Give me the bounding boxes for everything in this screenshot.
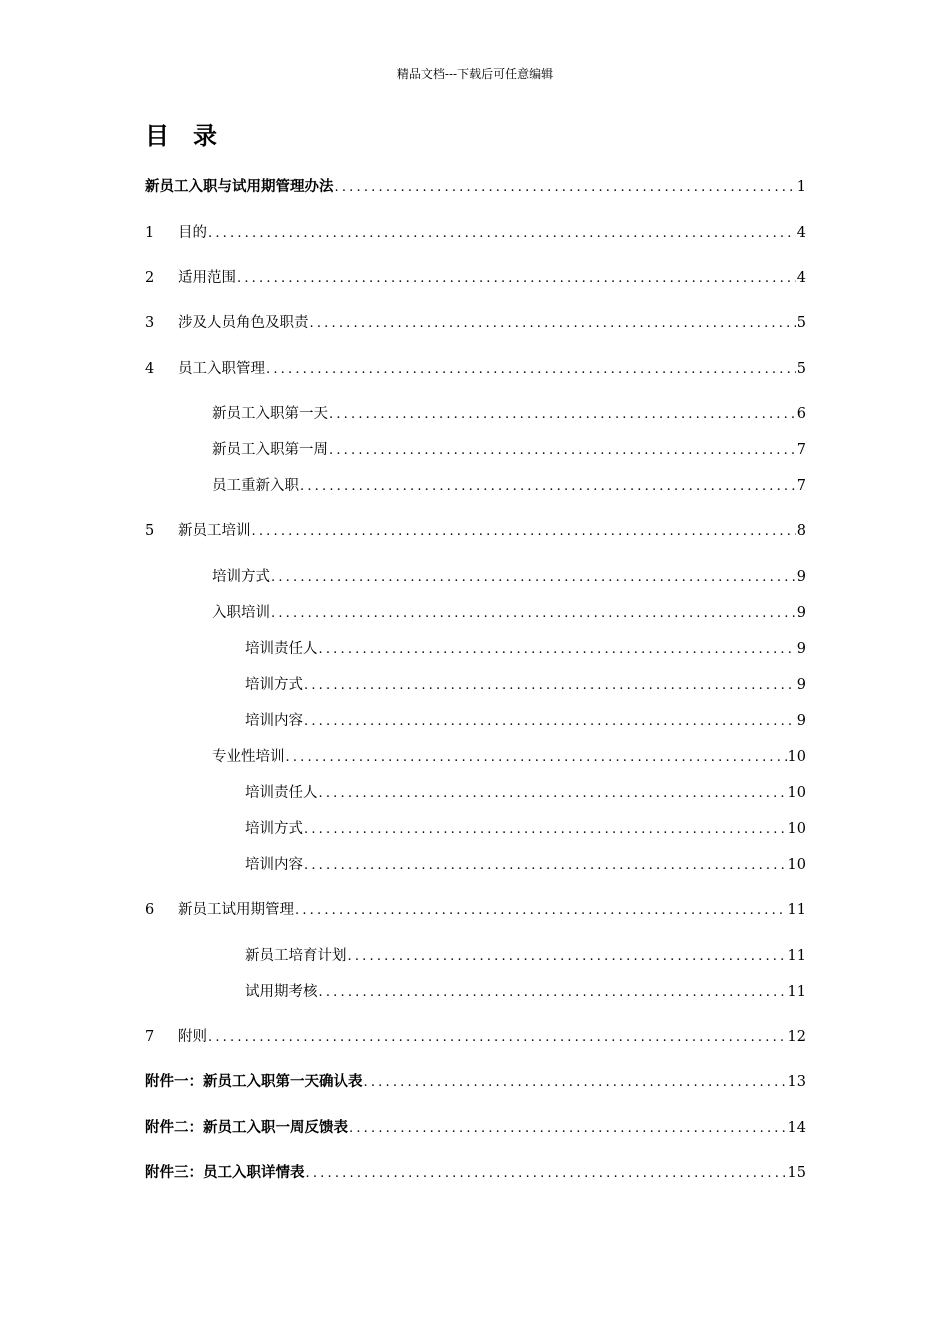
toc-entry[interactable]: [212, 439, 806, 461]
toc-leader-dots: [303, 819, 787, 841]
toc-page-number: 9: [796, 605, 806, 621]
toc-entry[interactable]: [145, 1071, 806, 1093]
toc-page-number: 8: [796, 523, 806, 539]
toc-page-number: 10: [787, 749, 806, 765]
toc-page-number: 5: [796, 315, 806, 331]
toc-page-number: 5: [796, 361, 806, 377]
toc-leader-dots: [236, 268, 796, 290]
toc-entry-number: 1: [145, 225, 155, 241]
toc-leader-dots: [299, 476, 796, 498]
toc-entry-title: 试用期考核: [245, 984, 318, 1000]
toc-page-number: 9: [796, 713, 806, 729]
toc-entry-number: 5: [145, 523, 155, 539]
toc-entry-title: 员工重新入职: [212, 478, 299, 494]
toc-leader-dots: [270, 603, 796, 625]
toc-page-number: 10: [787, 857, 806, 873]
toc-title: 目 录: [145, 121, 217, 150]
toc-leader-dots: [347, 946, 787, 968]
toc-entry[interactable]: [245, 782, 806, 804]
toc-entry[interactable]: [245, 674, 806, 696]
toc-leader-dots: [334, 177, 796, 199]
toc-entry-title: 新员工入职与试用期管理办法: [145, 178, 334, 195]
toc-entry-number: 4: [145, 361, 155, 377]
toc-leader-dots: [207, 1027, 787, 1049]
toc-entry-title: 附件一：新员工入职第一天确认表: [145, 1073, 363, 1090]
toc-entry[interactable]: [245, 818, 806, 840]
toc-page-number: 10: [787, 821, 806, 837]
toc-entry[interactable]: [212, 403, 806, 425]
toc-leader-dots: [328, 404, 796, 426]
toc-page-number: 4: [796, 225, 806, 241]
toc-leader-dots: [305, 1163, 787, 1185]
toc-leader-dots: [251, 521, 796, 543]
toc-entry[interactable]: [145, 267, 806, 289]
toc-entry[interactable]: [145, 1117, 806, 1139]
toc-entry[interactable]: [145, 1026, 806, 1048]
toc-entry[interactable]: [145, 1162, 806, 1184]
toc-entry-title: 涉及人员角色及职责: [178, 315, 309, 331]
toc-entry-title: 附件三：员工入职详情表: [145, 1164, 305, 1181]
toc-entry-title: 培训方式: [245, 821, 303, 837]
toc-leader-dots: [303, 855, 787, 877]
toc-page-number: 13: [787, 1074, 806, 1090]
toc-entry-title: 新员工培训: [178, 523, 251, 539]
toc-page-number: 10: [787, 785, 806, 801]
toc-entry-title: 新员工入职第一天: [212, 406, 328, 422]
toc-entry[interactable]: [245, 981, 806, 1003]
toc-entry-title: 新员工试用期管理: [178, 902, 294, 918]
toc-leader-dots: [207, 223, 796, 245]
toc-entry-title: 附则: [178, 1029, 207, 1045]
toc-entry[interactable]: [145, 358, 806, 380]
toc-entry-title: 培训内容: [245, 713, 303, 729]
toc-entry-number: 6: [145, 902, 155, 918]
toc-page-number: 11: [787, 984, 806, 1000]
toc-leader-dots: [318, 783, 787, 805]
toc-leader-dots: [303, 711, 796, 733]
toc-leader-dots: [348, 1118, 787, 1140]
toc-entry-title: 培训责任人: [245, 641, 318, 657]
toc-entry[interactable]: [145, 312, 806, 334]
toc-page-number: 7: [796, 478, 806, 494]
toc-entry-title: 专业性培训: [212, 749, 285, 765]
toc-page-number: 11: [787, 948, 806, 964]
toc-entry-title: 新员工入职第一周: [212, 442, 328, 458]
toc-leader-dots: [294, 900, 787, 922]
toc-page-number: 1: [796, 179, 806, 195]
toc-entry[interactable]: [245, 710, 806, 732]
toc-entry-number: 2: [145, 270, 155, 286]
toc-entry-title: 附件二：新员工入职一周反馈表: [145, 1119, 348, 1136]
toc-entry-title: 目的: [178, 225, 207, 241]
toc-entry-title: 培训方式: [245, 677, 303, 693]
toc-leader-dots: [270, 567, 796, 589]
toc-page-number: 15: [787, 1165, 806, 1181]
toc-entry-title: 适用范围: [178, 270, 236, 286]
toc-entry[interactable]: [145, 520, 806, 542]
toc-entry-title: 培训责任人: [245, 785, 318, 801]
toc-leader-dots: [328, 440, 796, 462]
toc-entry[interactable]: [212, 602, 806, 624]
toc-entry-title: 员工入职管理: [178, 361, 265, 377]
toc-entry-title: 新员工培育计划: [245, 948, 347, 964]
page-header: 精品文档---下载后可任意编辑: [396, 67, 554, 81]
toc-leader-dots: [265, 359, 796, 381]
toc-page-number: 12: [787, 1029, 806, 1045]
toc-entry[interactable]: [245, 945, 806, 967]
toc-entry[interactable]: [212, 746, 806, 768]
toc-leader-dots: [303, 675, 796, 697]
toc-entry[interactable]: [145, 899, 806, 921]
toc-page-number: 6: [796, 406, 806, 422]
toc-entry-title: 培训内容: [245, 857, 303, 873]
toc-page-number: 4: [796, 270, 806, 286]
toc-leader-dots: [363, 1072, 787, 1094]
toc-leader-dots: [318, 982, 787, 1004]
toc-entry[interactable]: [245, 854, 806, 876]
toc-entry-title: 入职培训: [212, 605, 270, 621]
toc-page-number: 9: [796, 641, 806, 657]
toc-page-number: 11: [787, 902, 806, 918]
toc-entry-title: 培训方式: [212, 569, 270, 585]
toc-page-number: 14: [787, 1120, 806, 1136]
toc-entry[interactable]: [145, 176, 806, 198]
toc-entry[interactable]: [245, 638, 806, 660]
toc-leader-dots: [318, 639, 796, 661]
toc-entry-number: 3: [145, 315, 155, 331]
toc-page-number: 9: [796, 677, 806, 693]
toc-entry-number: 7: [145, 1029, 155, 1045]
toc-leader-dots: [309, 313, 796, 335]
toc-entry[interactable]: [145, 222, 806, 244]
toc-page-number: 9: [796, 569, 806, 585]
toc-entry[interactable]: [212, 475, 806, 497]
toc-leader-dots: [285, 747, 787, 769]
toc-entry[interactable]: [212, 566, 806, 588]
toc-page-number: 7: [796, 442, 806, 458]
